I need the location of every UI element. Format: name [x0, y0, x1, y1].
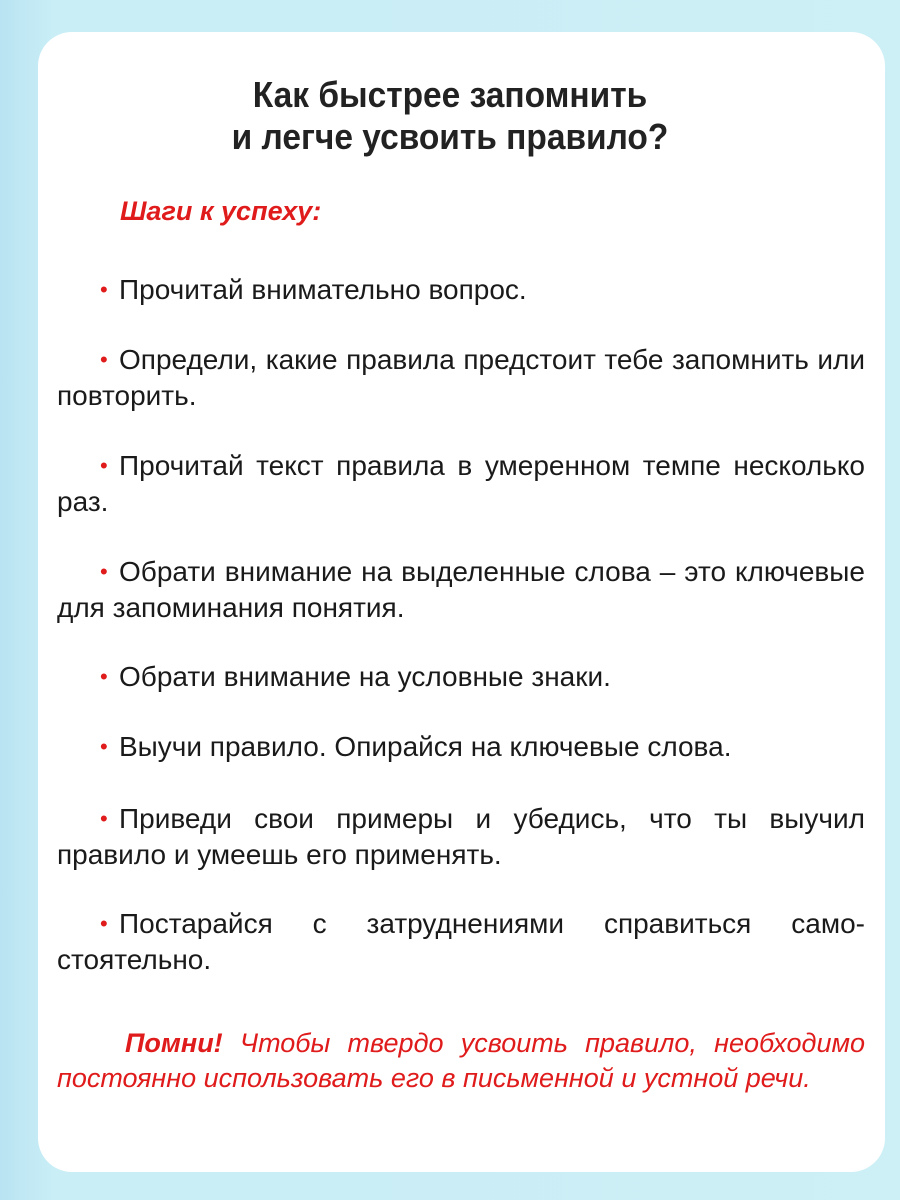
- title-line-2: и легче усвоить правило?: [231, 116, 669, 157]
- note-text: Чтобы твердо усвоить правило, необходимо постоянно использовать его в письменной и устной речи.: [57, 1028, 865, 1093]
- item-text: Постарайся с затруднениями справиться самостоятельно.: [57, 908, 865, 975]
- page-title: [0, 74, 900, 158]
- bullet-icon: •: [100, 277, 108, 302]
- item-text: Приведи свои примеры и убедись, что ты выучил правило и умеешь его применять.: [57, 803, 865, 870]
- bullet-icon: •: [100, 347, 108, 372]
- item-text: Выучи правило. Опирайся на ключевые слова.: [119, 731, 732, 762]
- note-label: Помни!: [125, 1028, 223, 1058]
- list-item: [57, 554, 865, 626]
- item-text: Прочитай текст правила в умеренном темпе несколько раз.: [57, 450, 865, 517]
- bullet-icon: •: [100, 911, 108, 936]
- list-item: [57, 342, 865, 414]
- item-text: Определи, какие правила предстоит тебе запомнить или повторить.: [57, 344, 865, 411]
- list-item: [57, 272, 865, 308]
- bullet-icon: •: [100, 453, 108, 478]
- item-text: Прочитай внимательно вопрос.: [119, 274, 527, 305]
- bullet-icon: •: [100, 664, 108, 689]
- bullet-icon: •: [100, 734, 108, 759]
- title-line-1: Как быстрее запомнить: [252, 74, 648, 115]
- remember-note: [57, 1026, 865, 1096]
- list-item: [57, 801, 865, 873]
- bullet-icon: •: [100, 559, 108, 584]
- bullet-icon: •: [100, 806, 108, 831]
- list-item: [57, 448, 865, 520]
- list-item: [57, 729, 865, 765]
- item-text: Обрати внимание на условные знаки.: [119, 661, 611, 692]
- steps-subtitle: Шаги к успеху:: [120, 196, 322, 226]
- list-item: [57, 659, 865, 695]
- list-item: [57, 906, 865, 978]
- item-text: Обрати внимание на выделенные слова – это ключевые для запоминания понятия.: [57, 556, 865, 623]
